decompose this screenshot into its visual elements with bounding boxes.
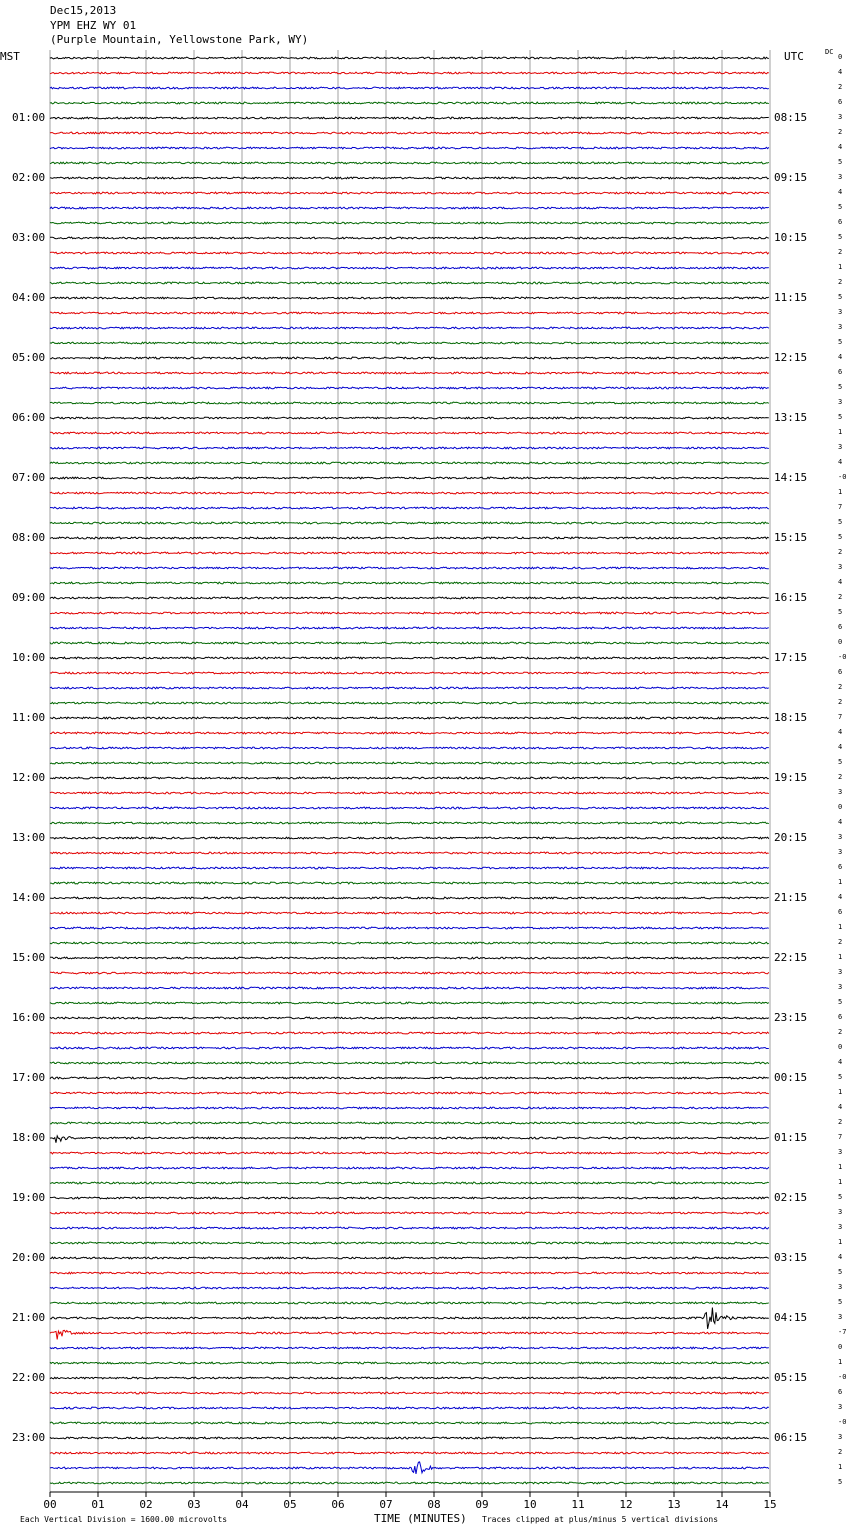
trace-line <box>50 297 769 299</box>
trace-line <box>50 912 769 914</box>
header-station: YPM EHZ WY 01 <box>50 18 137 32</box>
utc-hour-label: 18:15 <box>774 711 808 724</box>
dc-offset-label: 4 <box>838 353 843 361</box>
dc-offset-label: 7 <box>838 503 843 511</box>
dc-offset-label: 4 <box>838 728 843 736</box>
trace-line <box>50 597 769 599</box>
dc-offset-label: 6 <box>838 863 843 871</box>
utc-hour-label: 06:15 <box>774 1431 808 1444</box>
trace-line <box>50 162 769 164</box>
x-tick-label: 07 <box>379 1498 393 1511</box>
utc-hour-label: 00:15 <box>774 1071 808 1084</box>
utc-hour-label: 01:15 <box>774 1131 808 1144</box>
trace-line <box>50 732 769 734</box>
trace-line <box>50 927 769 929</box>
time-axis <box>43 1492 776 1511</box>
trace-line <box>50 132 769 134</box>
dc-offset-label: 2 <box>838 698 843 706</box>
dc-offset-label: 6 <box>838 368 843 376</box>
trace-line <box>50 1362 769 1364</box>
utc-hour-label: 08:15 <box>774 111 808 124</box>
x-tick-label: 13 <box>667 1498 681 1511</box>
trace-line <box>50 582 769 584</box>
trace-line <box>50 957 769 959</box>
trace-line <box>50 417 769 419</box>
utc-hour-label: 17:15 <box>774 651 808 664</box>
utc-hour-label: 20:15 <box>774 831 808 844</box>
dc-offset-label: 5 <box>838 518 843 526</box>
dc-offset-label: 1 <box>838 428 843 436</box>
dc-offset-label: 2 <box>838 128 843 136</box>
trace-line <box>50 1422 769 1424</box>
trace-line <box>50 1197 769 1199</box>
dc-offset-label: 6 <box>838 1388 843 1396</box>
x-tick-label: 01 <box>91 1498 105 1511</box>
grid-lines <box>50 50 770 1492</box>
trace-line <box>50 567 769 569</box>
dc-offset-label: 5 <box>838 293 843 301</box>
trace-line <box>50 522 769 524</box>
x-tick-label: 09 <box>475 1498 489 1511</box>
trace-line <box>50 222 769 224</box>
trace-line <box>50 402 769 404</box>
dc-offset-label: 4 <box>838 578 843 586</box>
dc-offset-label: 1 <box>838 953 843 961</box>
trace-group <box>50 57 769 1484</box>
dc-offset-label: 1 <box>838 1463 843 1471</box>
dc-offset-label: 2 <box>838 773 843 781</box>
dc-offset-label: 3 <box>838 443 843 451</box>
trace-line <box>50 462 769 464</box>
dc-offset-label: 5 <box>838 1073 843 1081</box>
dc-offset-label: 6 <box>838 668 843 676</box>
trace-line <box>50 702 769 704</box>
dc-offset-label: 5 <box>838 233 843 241</box>
dc-offset-label: 4 <box>838 1058 843 1066</box>
mst-hour-label: 21:00 <box>12 1311 46 1324</box>
trace-line <box>50 867 769 869</box>
x-tick-label: 11 <box>571 1498 585 1511</box>
trace-line <box>50 1227 769 1229</box>
mst-hour-label: 01:00 <box>12 111 46 124</box>
dc-offset-label: 3 <box>838 1223 843 1231</box>
utc-hour-label: 13:15 <box>774 411 808 424</box>
trace-line <box>50 687 769 689</box>
dc-offset-label: 3 <box>838 983 843 991</box>
dc-offset-label: 2 <box>838 683 843 691</box>
dc-offset-label: 2 <box>838 938 843 946</box>
dc-offset-label: 4 <box>838 743 843 751</box>
mst-hour-label: 03:00 <box>12 231 46 244</box>
mst-hour-label: 19:00 <box>12 1191 46 1204</box>
dc-offset-label: 4 <box>838 818 843 826</box>
dc-offset-label: 5 <box>838 383 843 391</box>
trace-line <box>50 537 769 539</box>
trace-line <box>50 1407 769 1409</box>
dc-offset-label: 3 <box>838 1208 843 1216</box>
dc-offset-label: 7 <box>838 713 843 721</box>
x-axis-label: TIME (MINUTES) <box>374 1512 467 1525</box>
utc-hour-label: 22:15 <box>774 951 808 964</box>
trace-line <box>50 1257 769 1259</box>
mst-hour-label: 09:00 <box>12 591 46 604</box>
mst-hour-label: 16:00 <box>12 1011 46 1024</box>
x-tick-label: 06 <box>331 1498 345 1511</box>
x-tick-label: 12 <box>619 1498 633 1511</box>
trace-line <box>50 822 769 824</box>
dc-offset-label: 4 <box>838 458 843 466</box>
trace-line <box>50 897 769 899</box>
dc-offset-label: 1 <box>838 263 843 271</box>
mst-hour-label: 08:00 <box>12 531 46 544</box>
dc-offset-label: 5 <box>838 158 843 166</box>
trace-line <box>50 237 769 239</box>
dc-offset-label: 5 <box>838 1298 843 1306</box>
trace-line <box>50 177 769 179</box>
dc-offset-label: 2 <box>838 1118 843 1126</box>
trace-line <box>50 627 769 629</box>
utc-hour-label: 11:15 <box>774 291 808 304</box>
dc-offset-label: 5 <box>838 203 843 211</box>
trace-line <box>50 1272 769 1274</box>
dc-offset-label: 0 <box>838 803 843 811</box>
mst-hour-label: 18:00 <box>12 1131 46 1144</box>
mst-hour-label: 22:00 <box>12 1371 46 1384</box>
dc-offset-label: 6 <box>838 623 843 631</box>
dc-offset-label: -0 <box>838 1418 847 1426</box>
trace-line <box>50 792 769 794</box>
trace-line <box>50 87 769 89</box>
trace-line <box>50 102 769 104</box>
dc-offset-label: 5 <box>838 1268 843 1276</box>
utc-hour-label: 12:15 <box>774 351 808 364</box>
dc-offset-label: 3 <box>838 968 843 976</box>
dc-offset-label: 1 <box>838 1358 843 1366</box>
dc-offset-label: -7 <box>838 1328 847 1336</box>
trace-line <box>50 717 769 719</box>
trace-line <box>50 657 769 659</box>
dc-offset-label: 3 <box>838 1403 843 1411</box>
dc-offset-label: 0 <box>838 1043 843 1051</box>
dc-offset-label: 4 <box>838 1253 843 1261</box>
dc-offset-label: 3 <box>838 788 843 796</box>
utc-hour-label: 04:15 <box>774 1311 808 1324</box>
x-tick-label: 08 <box>427 1498 441 1511</box>
trace-line <box>50 477 769 479</box>
dc-offset-label: 3 <box>838 113 843 121</box>
dc-offset-label: 6 <box>838 908 843 916</box>
x-tick-label: 04 <box>235 1498 249 1511</box>
dc-offset-label: 0 <box>838 638 843 646</box>
mst-hour-label: 13:00 <box>12 831 46 844</box>
dc-offset-label: 3 <box>838 308 843 316</box>
trace-line <box>50 192 769 194</box>
dc-offset-label: 5 <box>838 998 843 1006</box>
trace-line <box>50 1017 769 1019</box>
dc-offset-label: 1 <box>838 488 843 496</box>
header-date: Dec15,2013 <box>50 4 117 17</box>
dc-offset-label: -0 <box>838 653 847 661</box>
dc-offset-label: 3 <box>838 323 843 331</box>
trace-line <box>50 1152 769 1154</box>
trace-line <box>50 492 769 494</box>
dc-offset-label: 5 <box>838 758 843 766</box>
dc-offset-label: 1 <box>838 1088 843 1096</box>
dc-offset-label: 3 <box>838 848 843 856</box>
dc-offset-label: 5 <box>838 338 843 346</box>
dc-offset-label: 3 <box>838 1148 843 1156</box>
trace-line <box>50 762 769 764</box>
dc-offset-label: 4 <box>838 68 843 76</box>
mst-hour-label: 10:00 <box>12 651 46 664</box>
x-tick-label: 10 <box>523 1498 537 1511</box>
dc-offset-label: 1 <box>838 923 843 931</box>
trace-line <box>50 387 769 389</box>
trace-line <box>50 1032 769 1034</box>
trace-line <box>50 1462 769 1474</box>
trace-line <box>50 1377 769 1379</box>
utc-hour-label: 21:15 <box>774 891 808 904</box>
trace-line <box>50 507 769 509</box>
dc-offset-label: 4 <box>838 143 843 151</box>
utc-hour-label: 14:15 <box>774 471 808 484</box>
trace-line <box>50 1047 769 1049</box>
dc-offset-label: 4 <box>838 188 843 196</box>
dc-offset-label: 4 <box>838 893 843 901</box>
trace-line <box>50 372 769 374</box>
trace-line <box>50 1242 769 1244</box>
trace-line <box>50 342 769 344</box>
dc-offset-label: 6 <box>838 218 843 226</box>
dc-offset-label: 1 <box>838 878 843 886</box>
mst-hour-label: 07:00 <box>12 471 46 484</box>
dc-offset-label: 4 <box>838 1103 843 1111</box>
trace-line <box>50 987 769 989</box>
dc-offset-label: 3 <box>838 1433 843 1441</box>
trace-line <box>50 1392 769 1394</box>
right-axis-title: UTC <box>784 50 804 63</box>
mst-hour-label: 15:00 <box>12 951 46 964</box>
mst-hour-label: 12:00 <box>12 771 46 784</box>
dc-offset-label: 3 <box>838 563 843 571</box>
dc-offset-label: 5 <box>838 608 843 616</box>
dc-offset-label: 3 <box>838 1313 843 1321</box>
dc-offset-label: 3 <box>838 398 843 406</box>
dc-offset-label: -0 <box>838 1373 847 1381</box>
mst-hour-label: 23:00 <box>12 1431 46 1444</box>
dc-offset-label: 3 <box>838 173 843 181</box>
trace-line <box>50 312 769 314</box>
x-tick-label: 00 <box>43 1498 57 1511</box>
trace-line <box>50 447 769 449</box>
x-tick-label: 15 <box>763 1498 777 1511</box>
trace-line <box>50 1077 769 1079</box>
trace-line <box>50 1107 769 1109</box>
dc-offset-label: 5 <box>838 533 843 541</box>
utc-hour-label: 19:15 <box>774 771 808 784</box>
trace-line <box>50 1002 769 1004</box>
trace-line <box>50 357 769 359</box>
trace-line <box>50 117 769 119</box>
dc-offset-label: 1 <box>838 1178 843 1186</box>
clip-note: Traces clipped at plus/minus 5 vertical divisions <box>482 1515 719 1524</box>
utc-hour-label: 05:15 <box>774 1371 808 1384</box>
dc-offset-label: 0 <box>838 1343 843 1351</box>
mst-hour-label: 20:00 <box>12 1251 46 1264</box>
x-tick-label: 02 <box>139 1498 153 1511</box>
dc-offset-label: 2 <box>838 593 843 601</box>
dc-offset-label: 2 <box>838 248 843 256</box>
trace-line <box>50 1092 769 1094</box>
dc-offset-label: 2 <box>838 83 843 91</box>
utc-hour-label: 23:15 <box>774 1011 808 1024</box>
trace-line <box>50 612 769 614</box>
mst-hour-label: 14:00 <box>12 891 46 904</box>
trace-line <box>50 1212 769 1214</box>
trace-line <box>50 1302 769 1304</box>
mst-hour-label: 11:00 <box>12 711 46 724</box>
mst-hour-label: 06:00 <box>12 411 46 424</box>
mst-hour-label: 05:00 <box>12 351 46 364</box>
trace-line <box>50 1330 769 1339</box>
trace-line <box>50 672 769 674</box>
x-tick-label: 14 <box>715 1498 729 1511</box>
dc-offset-label: 2 <box>838 548 843 556</box>
trace-line <box>50 1062 769 1064</box>
trace-line <box>50 1167 769 1169</box>
dc-offset-label: 0 <box>838 53 843 61</box>
header-location: (Purple Mountain, Yellowstone Park, WY) <box>50 33 309 46</box>
dc-offset-label: 2 <box>838 278 843 286</box>
utc-hour-label: 15:15 <box>774 531 808 544</box>
utc-hour-label: 03:15 <box>774 1251 808 1264</box>
utc-hour-label: 09:15 <box>774 171 808 184</box>
trace-line <box>50 972 769 974</box>
trace-line <box>50 207 769 209</box>
trace-line <box>50 432 769 434</box>
dc-offset-label: 5 <box>838 413 843 421</box>
trace-line <box>50 777 769 779</box>
dc-offset-label: 1 <box>838 1238 843 1246</box>
x-tick-label: 03 <box>187 1498 201 1511</box>
trace-line <box>50 1287 769 1289</box>
trace-line <box>50 267 769 269</box>
trace-line <box>50 57 769 59</box>
trace-line <box>50 1122 769 1124</box>
dc-offset-label: -0 <box>838 473 847 481</box>
dc-offset-label: 2 <box>838 1448 843 1456</box>
dc-offset-label: 6 <box>838 98 843 106</box>
trace-line <box>50 282 769 284</box>
trace-line <box>50 1482 769 1484</box>
mst-hour-label: 17:00 <box>12 1071 46 1084</box>
mst-hour-label: 02:00 <box>12 171 46 184</box>
dc-offset-label: 2 <box>838 1028 843 1036</box>
trace-line <box>50 1347 769 1349</box>
trace-line <box>50 882 769 884</box>
dc-offset-label: 5 <box>838 1478 843 1486</box>
dc-offset-label: 3 <box>838 1283 843 1291</box>
trace-line <box>50 552 769 554</box>
trace-line <box>50 327 769 329</box>
dc-offset-label: 6 <box>838 1013 843 1021</box>
mst-hour-label: 04:00 <box>12 291 46 304</box>
dc-offset-label: 3 <box>838 833 843 841</box>
trace-line <box>50 807 769 809</box>
trace-line <box>50 1136 769 1143</box>
left-axis-title: MST <box>0 50 20 63</box>
dc-offset-label: 5 <box>838 1193 843 1201</box>
dc-offset-label: 1 <box>838 1163 843 1171</box>
dc-offset-label: 7 <box>838 1133 843 1141</box>
trace-line <box>50 942 769 944</box>
scale-note: Each Vertical Division = 1600.00 microvolts <box>20 1515 228 1524</box>
trace-line <box>50 1452 769 1454</box>
trace-line <box>50 1308 769 1329</box>
utc-hour-label: 02:15 <box>774 1191 808 1204</box>
trace-line <box>50 1437 769 1439</box>
trace-line <box>50 852 769 854</box>
x-tick-label: 05 <box>283 1498 297 1511</box>
dc-title: DC <box>825 48 834 56</box>
utc-hour-label: 10:15 <box>774 231 808 244</box>
trace-line <box>50 1182 769 1184</box>
trace-line <box>50 837 769 839</box>
trace-line <box>50 642 769 644</box>
trace-line <box>50 147 769 149</box>
trace-line <box>50 747 769 749</box>
trace-line <box>50 72 769 74</box>
utc-hour-label: 16:15 <box>774 591 808 604</box>
trace-line <box>50 252 769 254</box>
